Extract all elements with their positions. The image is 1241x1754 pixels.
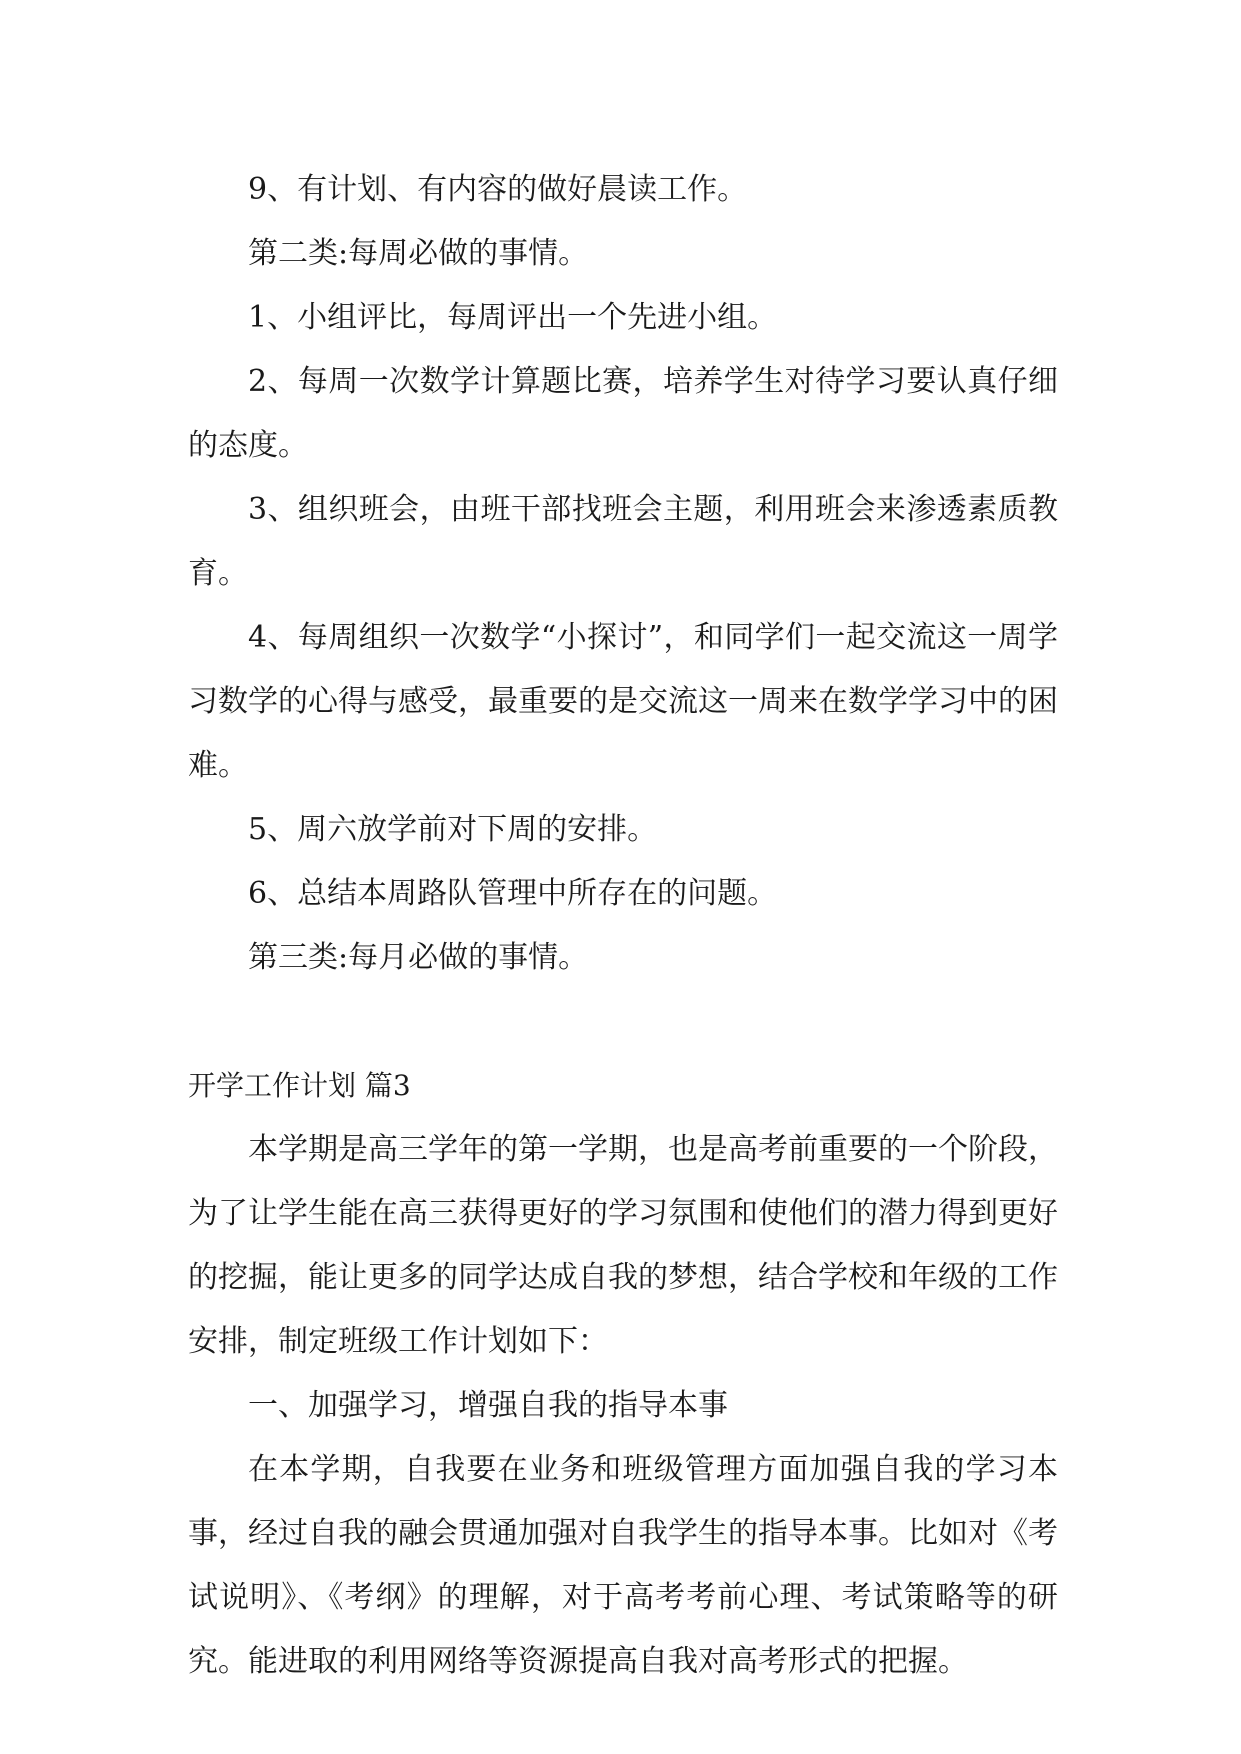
- category-2-title: 第二类:每周必做的事情。: [248, 236, 589, 271]
- category-2-item-6: 6、总结本周路队管理中所存在的问题。: [248, 876, 778, 911]
- section-spacer: [188, 990, 1058, 1054]
- category-3-title: 第三类:每月必做的事情。: [248, 940, 589, 975]
- category-2-item-3: 3、组织班会，由班干部找班会主题，利用班会来渗透素质教育。: [188, 492, 1058, 591]
- category-2-item-1: 1、小组评比，每周评出一个先进小组。: [248, 300, 778, 335]
- subsection-1-body: 在本学期，自我要在业务和班级管理方面加强自我的学习本事，经过自我的融会贯通加强对自我学生的指导本事。比如对《考试说明》、《考纲》的理解，对于高考考前心理、考试策略等的研究。能进取的利用网络等资源提高自我对高考形式的把握。: [188, 1452, 1058, 1679]
- document-body: [188, 158, 1058, 1694]
- section-intro-paragraph: 本学期是高三学年的第一学期，也是高考前重要的一个阶段，为了让学生能在高三获得更好的学习氛围和使他们的潜力得到更好的挖掘，能让更多的同学达成自我的梦想，结合学校和年级的工作安排，制定班级工作计划如下：: [188, 1132, 1058, 1359]
- subsection-1-title: 一、加强学习，增强自我的指导本事: [248, 1388, 728, 1423]
- category-2-item-5: 5、周六放学前对下周的安排。: [248, 812, 658, 847]
- category-2-item-4: 4、每周组织一次数学“小探讨”，和同学们一起交流这一周学习数学的心得与感受，最重要的是交流这一周来在数学学习中的困难。: [188, 620, 1058, 783]
- category-2-item-2: 2、每周一次数学计算题比赛，培养学生对待学习要认真仔细的态度。: [188, 364, 1058, 463]
- paragraph-item-9: 9、有计划、有内容的做好晨读工作。: [248, 172, 748, 207]
- section-heading: 开学工作计划 篇3: [188, 1069, 411, 1102]
